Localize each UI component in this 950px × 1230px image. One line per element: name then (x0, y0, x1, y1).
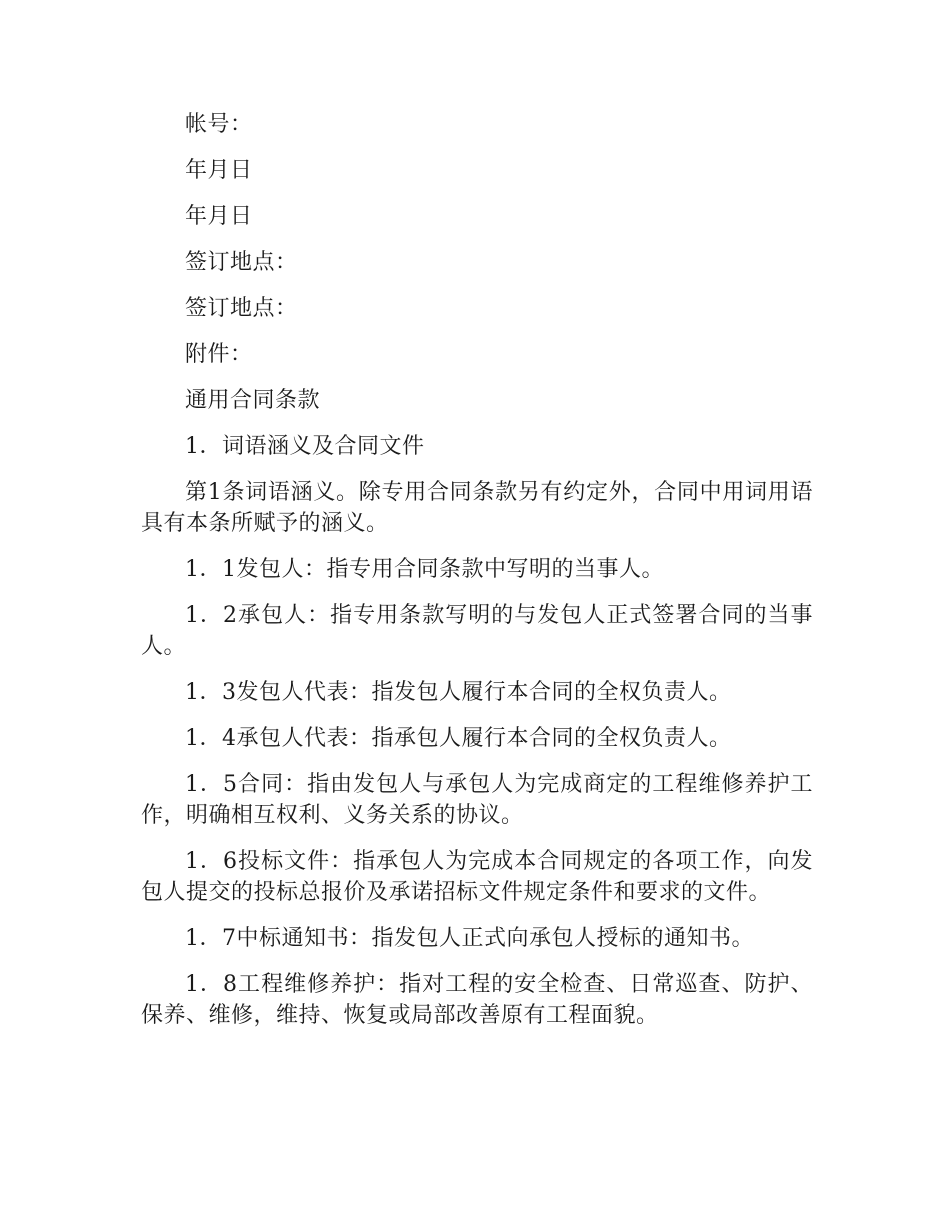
clause-paragraph: 1．4承包人代表：指承包人履行本合同的全权负责人。 (185, 726, 732, 751)
date-line: 年月日 (185, 204, 253, 229)
date-line: 年月日 (185, 158, 253, 183)
clause-paragraph: 第1条词语涵义。除专用合同条款另有约定外，合同中用词用语具有本条所赋予的涵义。 (141, 480, 813, 536)
section-heading: 通用合同条款 (185, 388, 321, 413)
clause-paragraph: 1．3发包人代表：指发包人履行本合同的全权负责人。 (185, 680, 732, 705)
clause-paragraph: 1．5合同：指由发包人与承包人为完成商定的工程维修养护工作，明确相互权利、义务关系的协议。 (141, 772, 813, 828)
document-body (141, 109, 813, 1046)
signing-place-line: 签订地点： (185, 250, 298, 275)
signing-place-line: 签订地点： (185, 296, 298, 321)
clause-paragraph: 1．6投标文件：指承包人为完成本合同规定的各项工作，向发包人提交的投标总报价及承诺招标文件规定条件和要求的文件。 (141, 849, 813, 905)
account-line: 帐号： (185, 112, 253, 137)
clause-paragraph: 1．7中标通知书：指发包人正式向承包人授标的通知书。 (185, 926, 754, 951)
attachment-line: 附件： (185, 342, 253, 367)
clause-paragraph: 1．8工程维修养护：指对工程的安全检查、日常巡查、防护、保养、维修，维持、恢复或局部改善原有工程面貌。 (141, 972, 813, 1028)
clause-paragraph: 1．1发包人：指专用合同条款中写明的当事人。 (185, 557, 664, 582)
clause-paragraph: 1．2承包人：指专用条款写明的与发包人正式签署合同的当事人。 (141, 603, 813, 659)
subsection-heading: 1．词语涵义及合同文件 (185, 434, 425, 459)
